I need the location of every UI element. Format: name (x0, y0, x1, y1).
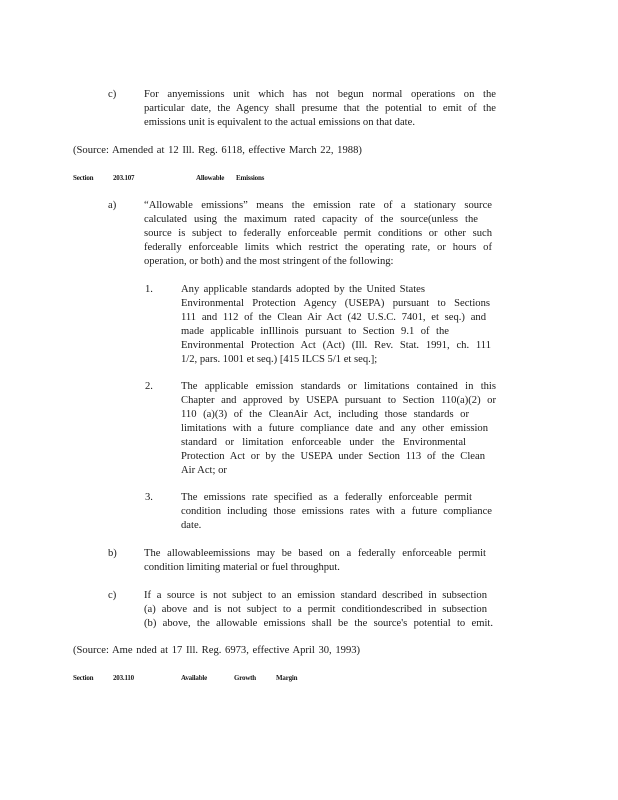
section-title-word-1: Available (181, 674, 208, 682)
sub-2-line-6: Protection Act or by the USEPA under Section 113 of the Clean (181, 451, 485, 462)
sub-3-line-1: The emissions rate specified as a federally enforceable permit (181, 492, 472, 503)
item-a-line-3: source is subject to federally enforceable permit conditions or other such (144, 228, 492, 239)
sub-1-line-6: 1/2, pars. 1001 et seq.) [415 ILCS 5/1 et seq.]; (181, 354, 378, 365)
item-b-line-2: condition limiting material or fuel throughput. (144, 562, 340, 573)
sub-1-line-5: Environmental Protection Act (Act) (Ill. Rev. Stat. 1991, ch. 111 (181, 340, 491, 351)
sub-1-line-4: made applicable inIllinois pursuant to Section 9.1 of the (181, 326, 449, 337)
sub-3-line-3: date. (181, 520, 202, 531)
source-note-2: (Source: Ame nded at 17 Ill. Reg. 6973, effective April 30, 1993) (73, 645, 361, 656)
item-a-line-4: federally enforceable limits which restrict the operating rate, or hours of (144, 242, 492, 253)
item-a-line-2: calculated using the maximum rated capacity of the source(unless the (144, 214, 478, 225)
sub-1-label: 1. (145, 284, 153, 295)
item-a-line-1: “Allowable emissions” means the emission rate of a stationary source (144, 200, 492, 211)
item-b-label: b) (108, 548, 117, 559)
sub-2-line-5: standard or limitation enforceable under the Environmental (181, 437, 466, 448)
sub-2-line-7: Air Act; or (181, 465, 227, 476)
item-c-line-1: If a source is not subject to an emission standard described in subsection (144, 590, 487, 601)
item-a-label: a) (108, 200, 117, 211)
sub-2-label: 2. (145, 381, 153, 392)
section-title-word-2: Growth (234, 674, 257, 682)
item-c-line-2: (a) above and is not subject to a permit conditiondescribed in subsection (144, 604, 487, 615)
source-note-1: (Source: Amended at 12 Ill. Reg. 6118, effective March 22, 1988) (73, 145, 362, 156)
section-number: 203.110 (113, 674, 134, 682)
item-c-line-3: (b) above, the allowable emissions shall be the source's potential to emit. (144, 618, 493, 629)
item-c-label: c) (108, 590, 117, 601)
section-title-word-3: Margin (276, 674, 298, 682)
top-item-line-2: particular date, the Agency shall presume that the potential to emit of the (144, 103, 496, 114)
sub-1-line-3: 111 and 112 of the Clean Air Act (42 U.S.C. 7401, et seq.) and (181, 312, 486, 323)
sub-3-line-2: condition including those emissions rates with a future compliance (181, 506, 492, 517)
section-label: Section (73, 674, 94, 682)
section-label: Section (73, 174, 94, 182)
item-a-line-5: operation, or both) and the most stringent of the following: (144, 256, 394, 267)
section-title-word-1: Allowable (196, 174, 225, 182)
sub-1-line-1: Any applicable standards adopted by the United States (181, 284, 425, 295)
item-b-line-1: The allowableemissions may be based on a federally enforceable permit (144, 548, 486, 559)
top-item-line-3: emissions unit is equivalent to the actual emissions on that date. (144, 117, 415, 128)
sub-3-label: 3. (145, 492, 153, 503)
sub-2-line-2: Chapter and approved by USEPA pursuant to Section 110(a)(2) or (181, 395, 496, 406)
top-item-line-1: For anyemissions unit which has not begun normal operations on the (144, 89, 496, 100)
sub-2-line-4: limitations with a future compliance date and any other emission (181, 423, 488, 434)
top-item-label: c) (108, 89, 117, 100)
section-title-word-2: Emissions (236, 174, 265, 182)
sub-2-line-1: The applicable emission standards or limitations contained in this (181, 381, 496, 392)
section-number: 203.107 (113, 174, 135, 182)
sub-2-line-3: 110 (a)(3) of the CleanAir Act, including those standards or (181, 409, 469, 420)
sub-1-line-2: Environmental Protection Agency (USEPA) pursuant to Sections (181, 298, 490, 309)
